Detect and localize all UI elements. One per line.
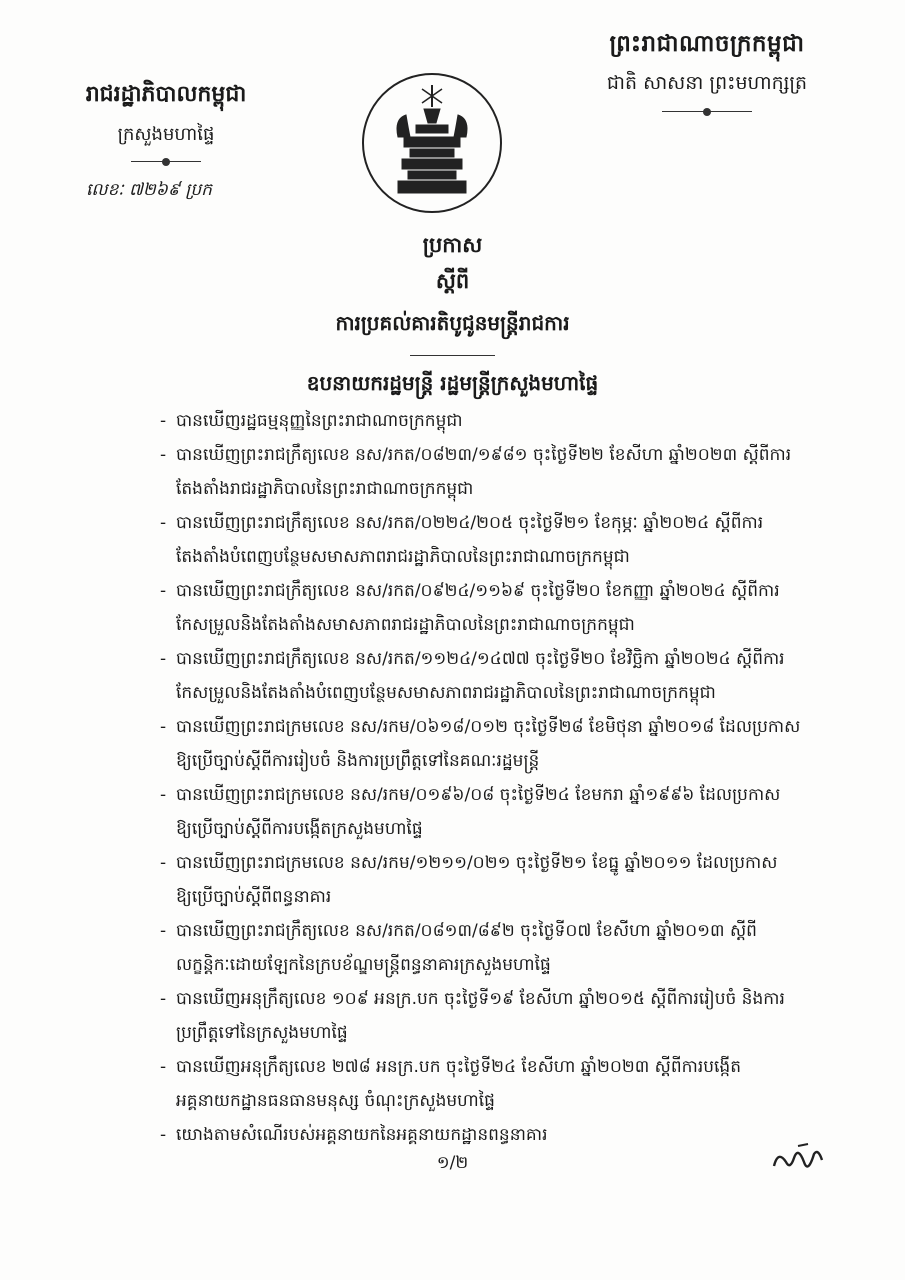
kingdom-title: ព្រះរាជាណាចក្រកម្ពុជា	[609, 31, 805, 57]
government-name: រាជរដ្ឋាភិបាលកម្ពុជា	[85, 82, 247, 107]
page-number: ១/២	[436, 1153, 469, 1173]
document-subject: ការប្រគល់គារតិបូជូនមន្ត្រីរាជការ	[335, 311, 570, 335]
list-item: - បានឃើញព្រះរាជក្រឹត្យលេខ នស/រកត/០៩២៤/១១៦៩ ចុះថ្ងៃទី២០ ខែកញ្ញា ឆ្នាំ២០២៤ ស្ដីពីការ កែសម្រួលនិងតែងតាំងសមាសភាពរាជរដ្ឋាភិបាលនៃព្រះរាជាណាចក្រកម្ពុជា	[160, 581, 780, 635]
handwritten-initials-icon	[768, 1140, 828, 1180]
list-item: - បានឃើញព្រះរាជក្រមលេខ នស/រកម/០៦១៨/០១២ ចុះថ្ងៃទី២៨ ខែមិថុនា ឆ្នាំ២០១៨ ដែលប្រកាស ឱ្យប្រើច្បាប់ស្ដីពីការរៀបចំ និងការប្រព្រឹត្តទៅនៃគណៈរដ្ឋមន្ត្រី	[160, 717, 801, 771]
list-item: - បានឃើញព្រះរាជក្រមលេខ នស/រកម/០១៩៦/០៨ ចុះថ្ងៃទី២៤ ខែមករា ឆ្នាំ១៩៩៦ ដែលប្រកាស ឱ្យប្រើច្បាប់ស្ដីពីការបង្កើតក្រសួងមហាផ្ទៃ	[160, 785, 781, 839]
royal-emblem-icon	[362, 73, 502, 213]
kingdom-header	[587, 30, 827, 117]
ministry-ornament	[131, 157, 201, 167]
title-divider	[410, 355, 495, 356]
list-item: - បានឃើញព្រះរាជក្រឹត្យលេខ នស/រកត/១១២៤/១៤៧៧ ចុះថ្ងៃទី២០ ខែវិច្ឆិកា ឆ្នាំ២០២៤ ស្ដីពីការ កែសម្រួលនិងតែងតាំងបំពេញបន្ថែមសមាសភាពរាជរដ្ឋាភិបាលនៃព្រះរាជាណាចក្រកម្ពុជា	[160, 649, 785, 703]
list-item: - បានឃើញព្រះរាជក្រឹត្យលេខ នស/រកត/០២២៤/២០៥ ចុះថ្ងៃទី២១ ខែកុម្ភៈ ឆ្នាំ២០២៤ ស្ដីពីការ តែងតាំងបំពេញបន្ថែមសមាសភាពរាជរដ្ឋាភិបាលនៃព្រះរាជាណាចក្រកម្ពុជា	[160, 513, 764, 567]
ministry-name: ក្រសួងមហាផ្ទៃ	[117, 124, 215, 145]
issuing-authority: ឧបនាយករដ្ឋមន្ត្រី រដ្ឋមន្ត្រីក្រសួងមហាផ្ទៃ	[306, 371, 599, 395]
document-type: ប្រកាស	[422, 233, 483, 257]
subject-prefix: ស្ដីពី	[435, 269, 470, 293]
list-item: - បានឃើញរដ្ឋធម្មនុញ្ញនៃព្រះរាជាណាចក្រកម្ពុជា	[160, 411, 463, 431]
list-item: - បានឃើញព្រះរាជក្រមលេខ នស/រកម/១២១១/០២១ ចុះថ្ងៃទី២១ ខែធ្នូ ឆ្នាំ២០១១ ដែលប្រកាស ឱ្យប្រើច្បាប់ស្ដីពីពន្ធនាគារ	[160, 853, 778, 907]
kingdom-motto: ជាតិ សាសនា ព្រះមហាក្សត្រ	[606, 72, 808, 94]
motto-ornament	[662, 107, 752, 117]
ministry-header	[66, 80, 266, 204]
list-item: - យោងតាមសំណើរបស់អគ្គនាយកនៃអគ្គនាយកដ្ឋានពន្ធនាគារ	[160, 1125, 548, 1145]
legal-basis-list	[160, 404, 830, 1152]
reference-number: លេខៈ ៧២៦៩ ប្រក	[86, 180, 212, 200]
list-item: - បានឃើញព្រះរាជក្រឹត្យលេខ នស/រកត/០៨១៣/៨៩២ ចុះថ្ងៃទី០៧ ខែសីហា ឆ្នាំ២០១៣ ស្ដីពី លក្ខន្តិកៈដោយឡែកនៃក្របខ័ណ្ឌមន្ត្រីពន្ធនាគារក្រសួងមហាផ្ទៃ	[160, 921, 757, 975]
list-item: - បានឃើញអនុក្រឹត្យលេខ ១០៩ អនក្រ.បក ចុះថ្ងៃទី១៩ ខែសីហា ឆ្នាំ២០១៥ ស្ដីពីការរៀបចំ និងការ ប្រព្រឹត្តទៅនៃក្រសួងមហាផ្ទៃ	[160, 989, 785, 1043]
list-item: - បានឃើញព្រះរាជក្រឹត្យលេខ នស/រកត/០៨២៣/១៩៨១ ចុះថ្ងៃទី២២ ខែសីហា ឆ្នាំ២០២៣ ស្ដីពីការ តែងតាំងរាជរដ្ឋាភិបាលនៃព្រះរាជាណាចក្រកម្ពុជា	[160, 445, 792, 499]
list-item: - បានឃើញអនុក្រឹត្យលេខ ២៧៨ អនក្រ.បក ចុះថ្ងៃទី២៤ ខែសីហា ឆ្នាំ២០២៣ ស្ដីពីការបង្កើត អគ្គនាយកដ្ឋានធនធានមនុស្ស ចំណុះក្រសួងមហាផ្ទៃ	[160, 1057, 742, 1111]
